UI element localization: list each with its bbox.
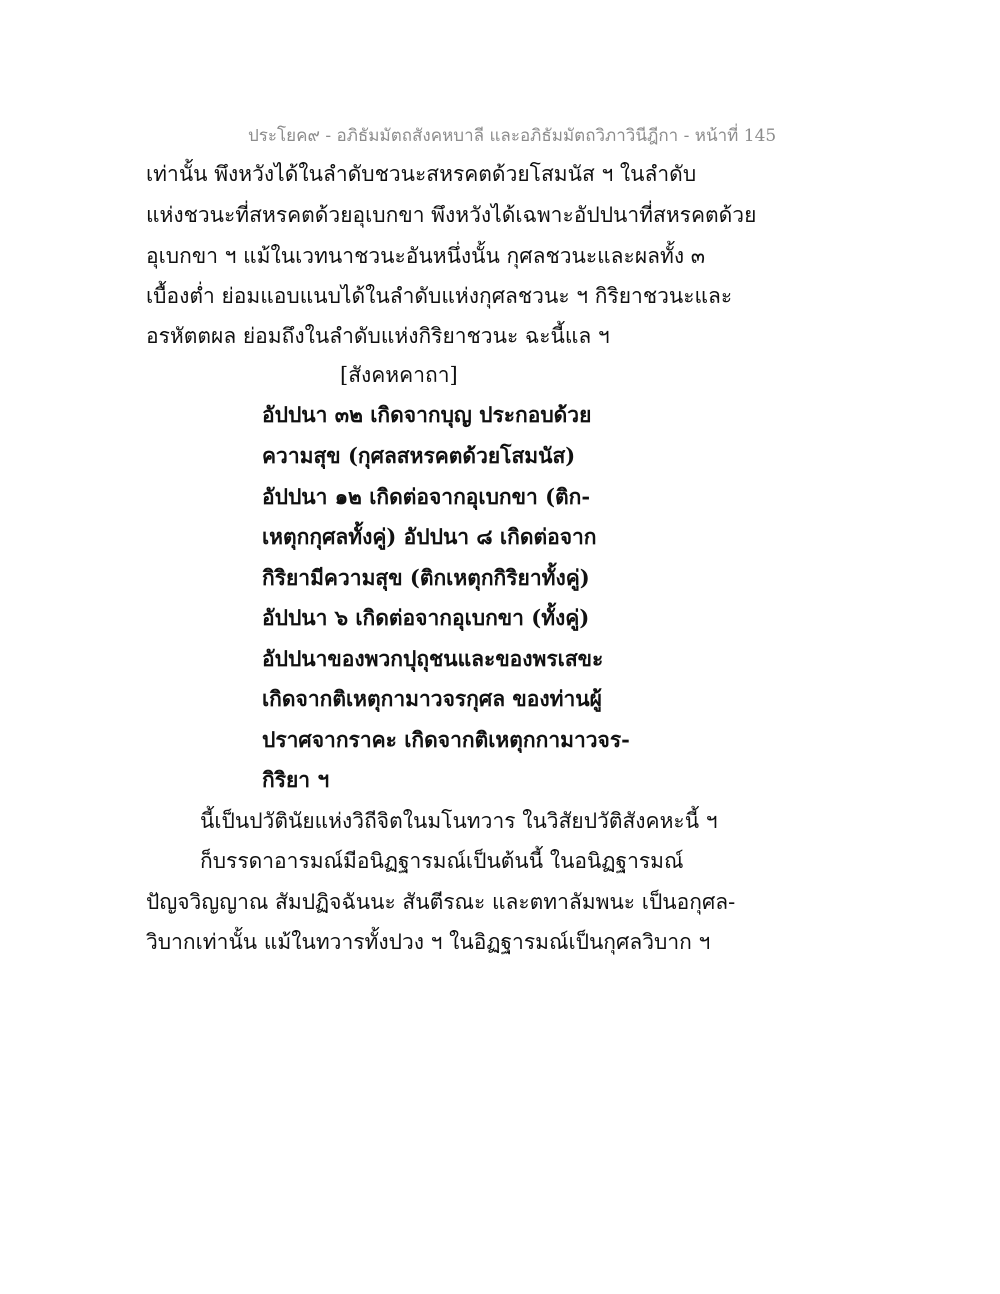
paragraph-line: วิบากเท่านั้น แม้ในทวารทั้งปวง ฯ ในอิฏฐารมณ์เป็นกุศลวิบาก ฯ — [146, 930, 711, 954]
paragraph-line: ปัญจวิญญาณ สัมปฏิจฉันนะ สันตีรณะ และตทาลัมพนะ เป็นอกุศล- — [146, 890, 736, 914]
verse-line: กิริยามีความสุข (ติกเหตุกกิริยาทั้งคู่) — [262, 565, 590, 590]
verse-heading: [สังคหคาถา] — [340, 363, 458, 387]
paragraph-line: เบื้องต่ำ ย่อมแอบแนบได้ในลำดับแห่งกุศลชวนะ ฯ กิริยาชวนะและ — [146, 284, 733, 308]
verse-line: ความสุข (กุศลสหรคตด้วยโสมนัส) — [262, 443, 576, 468]
verse-line: กิริยา ฯ — [262, 767, 330, 792]
verse-line: อัปปนา ๓๒ เกิดจากบุญ ประกอบด้วย — [262, 402, 592, 427]
verse-line: ปราศจากราคะ เกิดจากติเหตุกกามาวจร- — [262, 727, 630, 752]
paragraph-line: ก็บรรดาอารมณ์มีอนิฏฐารมณ์เป็นต้นนี้ ในอนิฏฐารมณ์ — [200, 849, 684, 873]
paragraph-line: แห่งชวนะที่สหรคตด้วยอุเบกขา พึงหวังได้เฉพาะอัปปนาที่สหรคตด้วย — [146, 203, 757, 227]
paragraph-line: อุเบกขา ฯ แม้ในเวทนาชวนะอันหนึ่งนั้น กุศลชวนะและผลทั้ง ๓ — [146, 244, 706, 268]
verse-line: อัปปนา ๖ เกิดต่อจากอุเบกขา (ทั้งคู่) — [262, 605, 590, 630]
paragraph-line: เท่านั้น พึงหวังได้ในลำดับชวนะสหรคตด้วยโสมนัส ฯ ในลำดับ — [146, 162, 697, 186]
page-header: ประโยค๙ - อภิธัมมัตถสังคหบาลี และอภิธัมมัตถวิภาวินีฎีกา - หน้าที่ 145 — [248, 126, 777, 146]
verse-line: อัปปนา ๑๒ เกิดต่อจากอุเบกขา (ติก- — [262, 484, 591, 509]
verse-line: เหตุกกุศลทั้งคู่) อัปปนา ๘ เกิดต่อจาก — [262, 524, 597, 549]
verse-line: อัปปนาของพวกปุถุชนและของพรเสขะ — [262, 646, 604, 671]
verse-line: เกิดจากติเหตุกามาวจรกุศล ของท่านผู้ — [262, 686, 602, 711]
paragraph-line: นี้เป็นปวัตินัยแห่งวิถีจิตในมโนทวาร ในวิสัยปวัติสังคหะนี้ ฯ — [200, 809, 718, 833]
paragraph-line: อรหัตตผล ย่อมถึงในลำดับแห่งกิริยาชวนะ ฉะนี้แล ฯ — [146, 324, 610, 348]
